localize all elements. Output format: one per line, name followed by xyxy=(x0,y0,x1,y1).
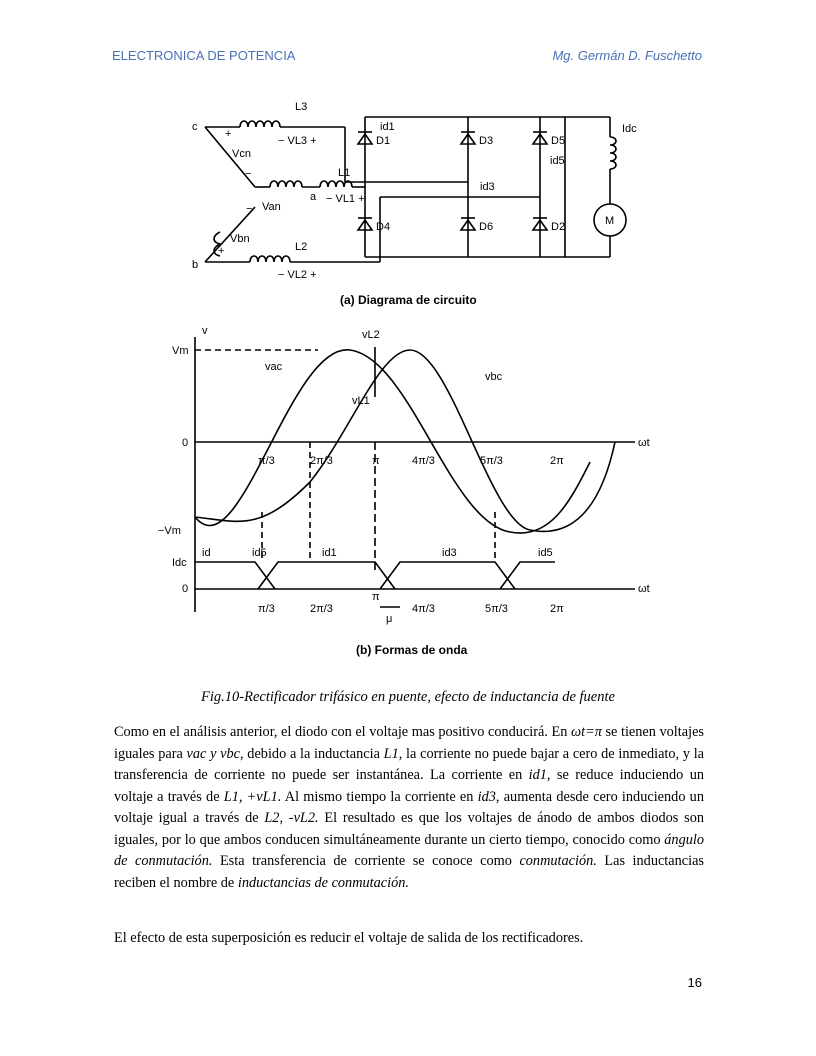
diode-label: D4 xyxy=(376,221,391,233)
current-label: id5 xyxy=(252,547,267,559)
vm-label: Vm xyxy=(172,345,189,357)
current-id5: id5 xyxy=(550,155,565,167)
text-run: la corriente no puede bajar a cero de inmediato, y la transferencia de corriente no puede ser instantánea. La corriente en xyxy=(114,745,705,783)
current-label: id3 xyxy=(442,547,457,559)
text-run: se tienen voltajes iguales para xyxy=(114,724,704,762)
tick-label: 2π/3 xyxy=(310,455,333,467)
sign-plus: + xyxy=(225,128,232,140)
current-label: id1 xyxy=(322,547,337,559)
vbc-label: vbc xyxy=(485,371,503,383)
sign-plus: + xyxy=(218,245,225,257)
current-id1: id1 xyxy=(380,121,395,133)
current-id3: id3 xyxy=(480,181,495,193)
vl2-label: vL2 xyxy=(362,329,380,341)
page-number: 16 xyxy=(687,975,702,990)
waveform-title: (b) Formas de onda xyxy=(356,643,468,657)
text-run: Esta transferencia de corriente se conoce como xyxy=(212,853,520,869)
inductor-l1: L1 xyxy=(338,167,351,179)
italic-run: id3 xyxy=(477,788,496,805)
zero-label: 0 xyxy=(182,583,189,595)
diode-label: D6 xyxy=(479,221,494,233)
idc-axis-label: Idc xyxy=(172,557,187,569)
voltage-vl2: − VL2 + xyxy=(278,269,317,281)
node-b: b xyxy=(192,259,199,271)
paragraph-2: El efecto de esta superposición es reducir el voltaje de salida de los rectificadores. xyxy=(114,930,584,946)
text-run: , aumenta desde cero induciendo un voltaje igual a través de xyxy=(114,788,704,826)
tick-label: 4π/3 xyxy=(412,603,435,615)
circuit-title: (a) Diagrama de circuito xyxy=(340,293,477,307)
italic-run: ángulo de conmutación. xyxy=(114,831,704,869)
node-c: c xyxy=(192,121,198,133)
text-run: , se reduce induciendo un voltaje a través de xyxy=(114,767,704,805)
current-idc: Idc xyxy=(622,123,637,135)
header-author: Mg. Germán D. Fuschetto xyxy=(552,48,702,63)
mu-label: μ xyxy=(386,613,393,625)
waveform-plot xyxy=(195,337,635,612)
sign-minus: − xyxy=(245,168,252,180)
voltage-vl1: − VL1 + xyxy=(326,193,365,205)
italic-run: conmutación. xyxy=(519,853,597,869)
source-vbn: Vbn xyxy=(230,233,250,245)
v-axis-label: v xyxy=(202,325,208,337)
inductor-l3: L3 xyxy=(295,101,308,113)
tick-label: π xyxy=(372,591,380,603)
italic-run: inductancias de conmutación. xyxy=(237,874,409,891)
tick-label: 2π xyxy=(550,603,564,615)
inductor-l2: L2 xyxy=(295,241,308,253)
neg-vm-label: −Vm xyxy=(158,525,181,537)
source-vcn: Vcn xyxy=(232,148,251,160)
italic-run: ωt=π xyxy=(571,724,602,740)
tick-label: 2π xyxy=(550,455,564,467)
italic-run: L1, xyxy=(383,745,403,762)
tick-label: 5π/3 xyxy=(485,603,508,615)
figure-caption: Fig.10-Rectificador trifásico en puente, efecto de inductancia de fuente xyxy=(201,689,615,705)
tick-label: π/3 xyxy=(258,603,275,615)
wt-label: ωt xyxy=(638,583,650,595)
text-run: Al mismo tiempo la corriente en xyxy=(281,788,478,805)
voltage-vl3: − VL3 + xyxy=(278,135,317,147)
vl1-label: vL1 xyxy=(352,395,370,407)
paragraph-1 xyxy=(114,722,704,894)
waveform-labels xyxy=(158,325,650,657)
vac-label: vac xyxy=(265,361,283,373)
diode-label: D3 xyxy=(479,135,494,147)
tick-label: π/3 xyxy=(258,455,275,467)
text-run: Las inductancias reciben el nombre de xyxy=(114,853,705,891)
tick-label: π xyxy=(372,455,380,467)
sign-minus: − xyxy=(246,203,253,215)
figure xyxy=(150,92,670,672)
diode-label: D2 xyxy=(551,221,566,233)
zero-label: 0 xyxy=(182,437,189,449)
text-run: Como en el análisis anterior, el diodo con el voltaje mas positivo conducirá. En xyxy=(114,724,572,740)
diode-label: D5 xyxy=(551,135,566,147)
diode-label: D1 xyxy=(376,135,391,147)
text-run: El resultado es que los voltajes de ánodo de ambos diodos son iguales, por lo que ambos conducen simultáneamente durante un cierto tiempo, conocido como xyxy=(114,810,704,848)
source-van: Van xyxy=(262,201,281,213)
italic-run: id1 xyxy=(528,767,547,783)
current-label: id xyxy=(202,547,211,559)
wt-label: ωt xyxy=(638,437,650,449)
node-a: a xyxy=(310,191,317,203)
header-title: ELECTRONICA DE POTENCIA xyxy=(112,48,296,63)
italic-run: vac y vbc, xyxy=(186,745,244,762)
italic-run: L2, -vL2. xyxy=(264,810,319,826)
tick-label: 5π/3 xyxy=(480,455,503,467)
tick-label: 4π/3 xyxy=(412,455,435,467)
tick-label: 2π/3 xyxy=(310,603,333,615)
text-run: debido a la inductancia xyxy=(243,745,384,762)
italic-run: L1, +vL1. xyxy=(223,788,282,805)
motor-label: M xyxy=(605,215,615,227)
current-label: id5 xyxy=(538,547,553,559)
circuit-labels xyxy=(192,101,637,307)
vbc-wave xyxy=(195,350,615,531)
